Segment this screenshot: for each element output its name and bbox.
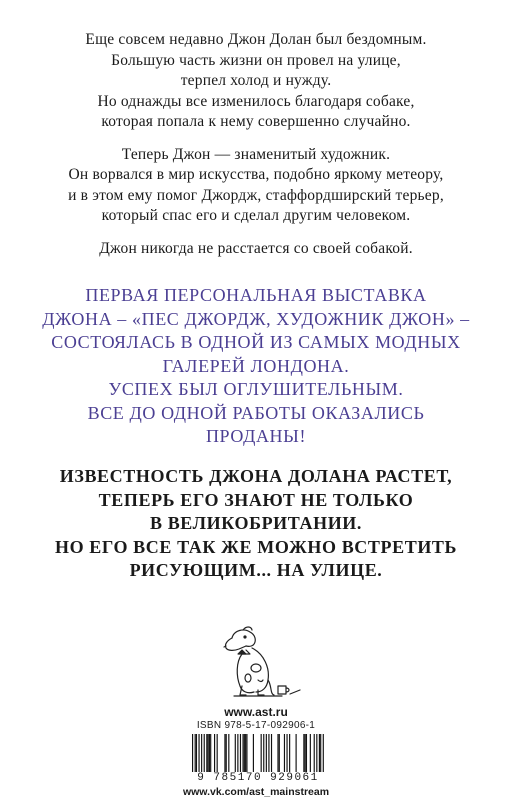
highlight-line: ВСЕ ДО ОДНОЙ РАБОТЫ ОКАЗАЛИСЬ [87, 402, 425, 423]
barcode-bar [271, 734, 272, 774]
barcode-bar [323, 734, 324, 774]
barcode-bar [261, 734, 262, 774]
barcode-bar [224, 734, 225, 774]
barcode-bar [316, 734, 317, 774]
barcode-bar [310, 734, 311, 774]
barcode-bar [289, 734, 290, 774]
publisher-website: www.ast.ru [224, 705, 288, 719]
barcode-bar [228, 734, 229, 774]
barcode-bar [320, 734, 321, 774]
closing-line: ТЕПЕРЬ ЕГО ЗНАЮТ НЕ ТОЛЬКО [98, 489, 414, 510]
closing-line: ИЗВЕСТНОСТЬ ДЖОНА ДОЛАНА РАСТЕТ, [59, 466, 453, 486]
barcode-bar [204, 734, 205, 774]
barcode-bar [286, 734, 287, 774]
barcode-bar [195, 734, 196, 774]
highlight-line: СОСТОЯЛАСЬ В ОДНОЙ ИЗ САМЫХ МОДНЫХ [51, 332, 461, 352]
closing-statement [0, 465, 512, 583]
barcode-bar [246, 734, 247, 774]
highlight-line: ПРОДАНЫ! [205, 426, 307, 446]
highlight-line: ПЕРВАЯ ПЕРСОНАЛЬНАЯ ВЫСТАВКА [85, 285, 427, 305]
intro-paragraph-3: Джон никогда не расстается со своей собакой. [99, 239, 413, 257]
barcode-bar [268, 734, 269, 774]
highlight-line: ДЖОНА – «ПЕС ДЖОРДЖ, ХУДОЖНИК ДЖОН» – [42, 308, 470, 329]
closing-line: РИСУЮЩИМ... НА УЛИЦЕ. [129, 560, 383, 580]
barcode-bar [284, 734, 285, 774]
barcode-bar [253, 734, 254, 774]
ean-number: 9 785170 929061 [192, 772, 324, 784]
barcode-bar [242, 734, 243, 774]
barcode-bar [306, 734, 307, 774]
closing-line: НО ЕГО ВСЕ ТАК ЖЕ МОЖНО ВСТРЕТИТЬ [54, 536, 458, 557]
barcode-bar [235, 734, 236, 774]
intro-paragraph-2: Теперь Джон — знаменитый художник. Он ворвался в мир искусства, подобно яркому метеору, и в этом ему помог Джордж, стаффордширский терьер, который спас его и сделал другим человеком. [68, 145, 444, 224]
barcode-bar [226, 734, 227, 774]
barcode-bar [277, 734, 278, 774]
barcode-bar [244, 734, 245, 774]
isbn-label: ISBN 978-5-17-092906-1 [196, 720, 316, 731]
barcode-bar [237, 734, 238, 774]
barcode-bar [214, 734, 215, 774]
barcode-bar [210, 734, 211, 774]
barcode-bar [206, 734, 207, 774]
barcode-bar [240, 734, 241, 774]
barcode-bars [192, 734, 324, 774]
intro-paragraph-1: Еще совсем недавно Джон Долан был бездомным. Большую часть жизни он провел на улице, терпел холод и нужду. Но однажды все изменилось благодаря собаке, которая попала к нему совершенно случайно. [85, 31, 427, 130]
intro-text [0, 30, 512, 271]
barcode-bar [196, 734, 197, 774]
highlight-line: ГАЛЕРЕЙ ЛОНДОНА. [162, 355, 350, 376]
barcode-bar [314, 734, 315, 774]
barcode-bar [208, 734, 209, 774]
barcode-bar [319, 734, 320, 774]
dog-sketch-icon [212, 624, 304, 700]
barcode-bar [209, 734, 210, 774]
vk-link: www.vk.com/ast_mainstream [182, 786, 330, 798]
barcode-bar [198, 734, 199, 774]
barcode-bar [192, 734, 193, 774]
closing-line: В ВЕЛИКОБРИТАНИИ. [149, 513, 362, 533]
barcode-bar [245, 734, 246, 774]
barcode-bar [279, 734, 280, 774]
exhibition-highlight [0, 284, 512, 449]
barcode-bar [263, 734, 264, 774]
barcode-bar [217, 734, 218, 774]
barcode-bar [201, 734, 202, 774]
barcode-bar [305, 734, 306, 774]
barcode-bar [266, 734, 267, 774]
highlight-line: УСПЕХ БЫЛ ОГЛУШИТЕЛЬНЫМ. [108, 379, 404, 399]
barcode-bar [303, 734, 304, 774]
barcode-bar [296, 734, 297, 774]
